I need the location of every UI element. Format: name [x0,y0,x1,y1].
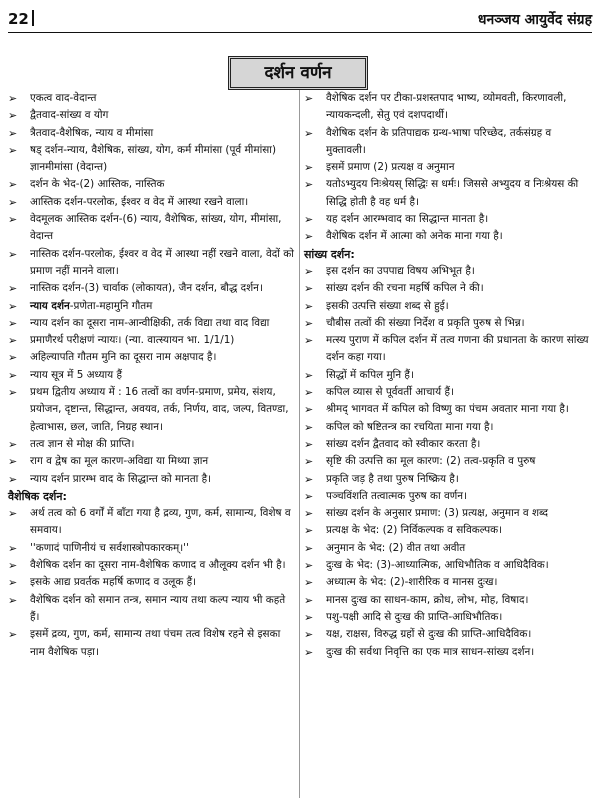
bullet-arrow-icon: ➢ [8,559,18,573]
item-text: यक्ष, राक्षस, विरुद्ध ग्रहों से दुःख की प्राप्ति-आधिदैविक। [326,628,532,641]
bullet-arrow-icon: ➢ [304,420,314,434]
item-text: सिद्धों में कपिल मुनि हैं। [326,368,414,381]
subsection-heading: सांख्य दर्शन: [304,247,355,261]
list-item [304,90,594,125]
bullet-arrow-icon: ➢ [304,507,314,521]
list-item [304,609,594,626]
list-item [8,125,294,142]
list-item [304,211,594,228]
list-item [304,176,594,211]
page-header [8,6,592,33]
bullet-arrow-icon: ➢ [304,126,314,140]
list-item [304,367,594,384]
list-item [8,280,294,297]
list-item [304,228,594,245]
item-text: -प्रणेता-महामुनि गौतम [69,299,153,312]
list-item [8,107,294,124]
item-text: न्याय दर्शन प्रारम्भ वाद के सिद्धान्त को मानता है। [30,472,212,485]
item-text: इस दर्शन का उपपाद्य विषय अभिभूत है। [326,264,475,277]
list-item [304,626,594,643]
bullet-arrow-icon: ➢ [304,437,314,451]
item-text: वैशेषिक दर्शन का दूसरा नाम-वैशेषिक कणाद व औलूक्य दर्शन भी है। [30,559,286,572]
item-lead: न्याय दर्शन [30,299,70,312]
bullet-arrow-icon: ➢ [8,455,18,469]
item-text: इसके आद्य प्रवर्तक महर्षि कणाद व उलूक हैं। [30,576,197,589]
bullet-arrow-icon: ➢ [304,524,314,538]
list-item [8,246,294,281]
list-item [304,280,594,297]
list-item [304,263,594,280]
item-text: सांख्य दर्शन के अनुसार प्रमाण: (3) प्रत्यक्ष, अनुमान व शब्द [326,507,548,520]
item-text: चौबीस तत्वों की संख्या निर्देश व प्रकृति पुरुष से भिन्न। [326,316,525,329]
item-text: अहिल्यापति गौतम मुनि का दूसरा नाम अक्षपाद है। [30,351,217,364]
bullet-arrow-icon: ➢ [8,334,18,348]
item-text: वेदमूलक आस्तिक दर्शन-(6) न्याय, वैशेषिक, सांख्य, योग, मीमांसा, वेदान्त [30,213,282,243]
list-item [304,644,594,661]
list-item [304,471,594,488]
bullet-arrow-icon: ➢ [8,282,18,296]
list-item [8,505,294,540]
page-number: 22 [8,10,34,28]
list-item [8,574,294,591]
section-title: दर्शन वर्णन [228,56,368,90]
bullet-arrow-icon: ➢ [8,593,18,607]
bullet-arrow-icon: ➢ [304,593,314,607]
bullet-arrow-icon: ➢ [304,368,314,382]
list-item [304,401,594,418]
list-item [8,453,294,470]
item-text: द्वैतवाद-सांख्य व योग [30,109,109,122]
bullet-arrow-icon: ➢ [304,334,314,348]
bullet-arrow-icon: ➢ [304,282,314,296]
column-divider [299,90,300,798]
list-item [304,332,594,367]
bullet-arrow-icon: ➢ [8,541,18,555]
bullet-arrow-icon: ➢ [8,472,18,486]
list-item [304,298,594,315]
item-text: राग व द्वेष का मूल कारण-अविद्या या मिथ्या ज्ञान [30,455,209,468]
item-text: नास्तिक दर्शन-(3) चार्वाक (लोकायत), जैन दर्शन, बौद्ध दर्शन। [30,282,263,295]
item-text: षड् दर्शन-न्याय, वैशेषिक, सांख्य, योग, कर्म मीमांसा (पूर्व मीमांसा) ज्ञानमीमांसा (वेदान्त) [30,143,277,174]
bullet-arrow-icon: ➢ [304,316,314,330]
item-text: वैशेषिक दर्शन को समान तन्त्र, समान न्याय तथा कल्प न्याय भी कहते हैं। [30,593,286,623]
bullet-arrow-icon: ➢ [8,213,18,227]
list-item [8,194,294,211]
bullet-arrow-icon: ➢ [8,437,18,451]
bullet-arrow-icon: ➢ [8,247,18,261]
item-text: इसमें द्रव्य, गुण, कर्म, सामान्य तथा पंचम तत्व विशेष रहने से इसका नाम वैशेषिक पड़ा। [30,628,281,658]
item-text: वैशेषिक दर्शन पर टीका-प्रशस्तपाद भाष्य, व्योमवती, किरणावली, न्यायकन्दली, सेतु एवं दशपदार्थी। [326,92,567,122]
item-text: मत्स्य पुराण में कपिल दर्शन में तत्व गणना की प्रधानता के कारण सांख्य दर्शन कहा गया। [326,334,589,364]
list-item [8,298,294,315]
bullet-arrow-icon: ➢ [8,92,18,105]
list-item [304,419,594,436]
bullet-arrow-icon: ➢ [8,178,18,192]
item-text: प्रत्यक्ष के भेद: (2) निर्विकल्पक व सविकल्पक। [326,524,503,537]
list-item [304,522,594,539]
item-text: आस्तिक दर्शन-परलोक, ईश्वर व वेद में आस्था रखने वाला। [30,195,249,208]
list-item [304,315,594,332]
item-text: इसकी उत्पत्ति संख्या शब्द से हुई। [326,299,449,312]
list-item [304,592,594,609]
list-item [304,453,594,470]
item-text: त्रैतवाद-वैशेषिक, न्याय व मीमांसा [30,126,154,139]
bullet-arrow-icon: ➢ [8,351,18,365]
list-item [8,557,294,574]
bullet-arrow-icon: ➢ [304,472,314,486]
list-item [304,574,594,591]
bullet-arrow-icon: ➢ [304,230,314,244]
list-item [8,471,294,488]
bullet-arrow-icon: ➢ [8,195,18,209]
list-item [304,540,594,557]
bullet-arrow-icon: ➢ [304,645,314,659]
bullet-arrow-icon: ➢ [304,299,314,313]
bullet-arrow-icon: ➢ [304,628,314,642]
bullet-arrow-icon: ➢ [304,541,314,555]
item-text: सृष्टि की उत्पत्ति का मूल कारण: (2) तत्व-प्रकृति व पुरुष [326,455,536,468]
item-text: पञ्चविंशति तत्वात्मक पुरुष का वर्णन। [326,489,467,502]
bullet-arrow-icon: ➢ [8,126,18,140]
list-item [304,159,594,176]
item-text: मानस दुःख का साधन-काम, क्रोध, लोभ, मोह, विषाद। [326,593,529,606]
item-text: वैशेषिक दर्शन में आत्मा को अनेक माना गया है। [326,230,503,243]
item-text: दुःख के भेद: (3)-आध्यात्मिक, आधिभौतिक व आधिदैविक। [326,559,549,572]
bullet-arrow-icon: ➢ [8,368,18,382]
list-item [8,436,294,453]
item-text: कपिल व्यास से पूर्ववर्ती आचार्य हैं। [326,386,454,399]
right-column [304,90,594,661]
bullet-arrow-icon: ➢ [8,386,18,400]
item-text: दर्शन के भेद-(2) आस्तिक, नास्तिक [30,178,165,191]
item-text: इसमें प्रमाण (2) प्रत्यक्ष व अनुमान [326,161,455,174]
bullet-arrow-icon: ➢ [304,489,314,503]
item-text: अध्यात्म के भेद: (2)-शारीरिक व मानस दुःख। [326,576,498,589]
bullet-arrow-icon: ➢ [8,143,18,157]
list-item [8,384,294,436]
item-text: वैशेषिक दर्शन के प्रतिपाद्यक ग्रन्थ-भाषा परिच्छेद, तर्कसंग्रह व मुक्तावली। [326,126,552,156]
list-item [304,557,594,574]
item-text: न्याय सूत्र में 5 अध्याय हैं [30,368,123,381]
bullet-arrow-icon: ➢ [8,507,18,521]
list-item [8,540,294,557]
list-item [8,367,294,384]
bullet-arrow-icon: ➢ [304,455,314,469]
item-text: अर्थ तत्व को 6 वर्गों में बाँटा गया है द्रव्य, गुण, कर्म, सामान्य, विशेष व समवाय। [30,507,291,537]
list-item [8,211,294,246]
list-item [8,176,294,193]
item-text: यह दर्शन आरम्भवाद का सिद्धान्त मानता है। [326,213,489,226]
item-text: अनुमान के भेद: (2) वीत तथा अवीत [326,541,466,554]
list-item [8,349,294,366]
bullet-arrow-icon: ➢ [8,109,18,123]
list-item [8,626,294,661]
bullet-arrow-icon: ➢ [304,576,314,590]
bullet-arrow-icon: ➢ [304,610,314,624]
list-item [8,315,294,332]
bullet-arrow-icon: ➢ [8,316,18,330]
bullet-arrow-icon: ➢ [304,92,314,105]
item-text: दुःख की सर्वथा निवृत्ति का एक मात्र साधन-सांख्य दर्शन। [326,645,535,658]
item-text: प्रमाणैरर्थ परीक्षणं न्यायः। (न्या. वात्स्यायन भा. 1/1/1) [30,334,235,347]
item-text: तत्व ज्ञान से मोक्ष की प्राप्ति। [30,437,135,450]
subsection-heading: वैशेषिक दर्शन: [8,489,67,503]
list-item [304,505,594,522]
list-item [304,436,594,453]
bullet-arrow-icon: ➢ [8,299,18,313]
item-text: नास्तिक दर्शन-परलोक, ईश्वर व वेद में आस्था नहीं रखने वाला, वेदों को प्रमाण नहीं मानने वाला। [30,247,294,277]
book-title: धनञ्जय आयुर्वेद संग्रह [477,11,592,28]
item-text: कपिल को षष्टितन्त्र का रचयिता माना गया है। [326,420,494,433]
bullet-arrow-icon: ➢ [304,559,314,573]
item-text: ''कणादं पाणिनीयं च सर्वशास्त्रोपकारकम्।'' [30,541,189,554]
bullet-arrow-icon: ➢ [304,213,314,227]
bullet-arrow-icon: ➢ [304,178,314,192]
list-item [8,90,294,107]
bullet-arrow-icon: ➢ [304,161,314,175]
bullet-arrow-icon: ➢ [8,628,18,642]
list-item [304,384,594,401]
bullet-arrow-icon: ➢ [8,576,18,590]
item-text: प्रथम द्वितीय अध्याय में : 16 तत्वों का वर्णन-प्रमाण, प्रमेय, संशय, प्रयोजन, दृष्टान्त, सिद्धान्त, अवयव, तर्क, निर्णय, वाद, जल्प, वितण्डा, हेत्वाभास, छल, जाति, निग्रह स्थान। [30,386,289,433]
list-item [304,125,594,160]
item-text: यतोऽभ्युदय निःश्रेयस् सिद्धिः स धर्मः। जिससे अभ्युदय व निःश्रेयस की सिद्धि होती है वह धर्म है। [326,178,579,208]
item-text: प्रकृति जड़ है तथा पुरुष निष्क्रिय है। [326,472,459,485]
item-text: पशु-पक्षी आदि से दुःख की प्राप्ति-आधिभौतिक। [326,610,503,623]
bullet-arrow-icon: ➢ [304,264,314,278]
item-text: एकत्व वाद-वेदान्त [30,92,97,104]
bullet-arrow-icon: ➢ [304,386,314,400]
list-item [304,488,594,505]
list-item [8,592,294,627]
list-item [8,332,294,349]
item-text: सांख्य दर्शन द्वैतवाद को स्वीकार करता है। [326,437,481,450]
list-item [8,142,294,177]
item-text: सांख्य दर्शन की रचना महर्षि कपिल ने की। [326,282,484,295]
bullet-arrow-icon: ➢ [304,403,314,417]
item-text: श्रीमद् भागवत में कपिल को विष्णु का पंचम अवतार माना गया है। [326,403,569,416]
item-text: न्याय दर्शन का दूसरा नाम-आन्वीक्षिकी, तर्क विद्या तथा वाद विद्या [30,316,270,329]
left-column [8,90,294,661]
